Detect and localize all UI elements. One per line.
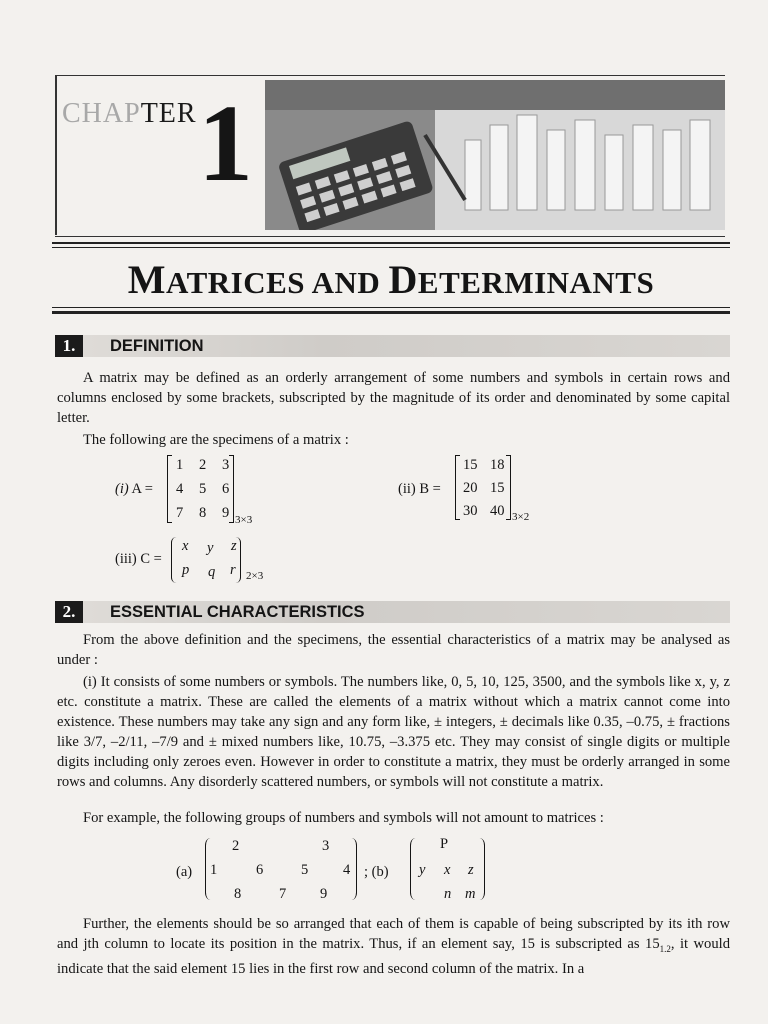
- specimens-intro: The following are the specimens of a matrix :: [83, 432, 349, 448]
- example-a-value: 8: [234, 886, 242, 902]
- matrix-a-cell: 3: [222, 457, 230, 473]
- matrix-c-label: (iii) C =: [115, 551, 162, 567]
- matrix-b-cell: 18: [490, 457, 505, 473]
- example-b-value: n: [444, 886, 452, 902]
- matrix-a-order: 3×3: [235, 514, 253, 526]
- title-rule-top-thin: [52, 247, 730, 248]
- example-b-value: x: [444, 862, 451, 878]
- title-cap-2: D: [388, 257, 418, 302]
- example-separator: ; (b): [364, 864, 389, 880]
- example-b-value: P: [440, 836, 449, 852]
- non-matrix-intro: For example, the following groups of numbers and symbols will not amount to matrices :: [83, 810, 604, 826]
- section-heading-definition: [55, 335, 730, 357]
- definition-paragraph: A matrix may be defined as an orderly arrangement of some numbers and symbols in certain rows and columns enclosed by some brackets, subscripted by the magnitude of its order and denominated by some capital letter.: [57, 370, 730, 426]
- matrix-c-cell: p: [182, 562, 190, 578]
- matrix-b-label: (ii) B =: [398, 481, 441, 497]
- matrix-a-cell: 9: [222, 505, 230, 521]
- chapter-title: [52, 256, 730, 303]
- matrix-c-cell: x: [182, 538, 189, 554]
- characteristics-point-one: (i) It consists of some numbers or symbols. The numbers like, 0, 5, 10, 125, 3500, and the symbols like x, y, z etc. constitute a matrix. These are called the elements of a matrix without which a matrix cannot come into existence. These numbers may take any sign and any form like, ± integers, ± decimals like 0.35, –0.75, ± fractions like 3/7, –2/11, –7/9 and ± mixed numbers like, 10.75, –3.375 etc. They may consist of single digits or multiple digits including only zeroes even. However in order to constitute a matrix, they must be orderly arranged in some rows and columns. Any disorderly scattered numbers, or symbols will not constitute a matrix.: [57, 674, 730, 790]
- matrix-b-cell: 20: [463, 480, 478, 496]
- matrix-a-label: (i) A =: [115, 481, 153, 497]
- example-a-label: (a): [176, 864, 193, 880]
- matrix-b-cell: 15: [463, 457, 478, 473]
- matrix-b-cell: 40: [490, 503, 505, 519]
- matrix-a-cell: 1: [176, 457, 184, 473]
- matrix-b-right-bracket: [506, 455, 511, 520]
- subscript-paragraph: [57, 914, 730, 979]
- example-a-value: 1: [210, 862, 218, 878]
- matrix-a-cell: 8: [199, 505, 207, 521]
- title-rule-bottom: [52, 311, 730, 314]
- chapter-word-light: CHAP: [62, 98, 141, 129]
- section-title: ESSENTIAL CHARACTERISTICS: [110, 603, 365, 621]
- matrix-a-cell: 4: [176, 481, 184, 497]
- section-number: 1.: [55, 335, 83, 357]
- example-a-value: 7: [279, 886, 287, 902]
- matrix-a-cell: 2: [199, 457, 207, 473]
- matrix-a-cell: 5: [199, 481, 207, 497]
- title-rule-top: [52, 242, 730, 244]
- matrix-c-cell: y: [207, 540, 214, 556]
- chapter-word-dark: TER: [140, 98, 197, 129]
- chapter-number: 1: [198, 82, 253, 204]
- chapter-header-box-edge: [55, 75, 57, 235]
- subscript-value: 1.2: [659, 943, 671, 954]
- matrix-b-cell: 15: [490, 480, 505, 496]
- matrix-b-order: 3×2: [512, 511, 530, 523]
- matrix-c-order: 2×3: [246, 570, 264, 582]
- matrix-c-left-paren: [171, 537, 182, 583]
- section-title: DEFINITION: [110, 337, 204, 355]
- matrix-c-cell: z: [231, 538, 237, 554]
- title-rule-bottom-thin: [52, 307, 730, 308]
- matrix-c-cell: q: [208, 564, 216, 580]
- title-cap-1: M: [127, 257, 167, 302]
- example-b-right-paren: [474, 838, 485, 900]
- section-number: 2.: [55, 601, 83, 623]
- matrix-a-cell: 6: [222, 481, 230, 497]
- matrix-b-left-bracket: [455, 455, 460, 520]
- example-a-value: 4: [343, 862, 351, 878]
- example-b-value: m: [465, 886, 476, 902]
- title-small-2: ETERMINANTS: [417, 265, 655, 300]
- chapter-word: [62, 98, 197, 130]
- example-a-value: 2: [232, 838, 240, 854]
- matrix-b-cell: 30: [463, 503, 478, 519]
- example-b-value: y: [419, 862, 426, 878]
- calculator-chart-illustration: [265, 80, 725, 230]
- example-b-value: z: [468, 862, 474, 878]
- section-heading-characteristics: [55, 601, 730, 623]
- subscript-paragraph-text: Further, the elements should be so arranged that each of them is capable of being subscripted by its ith row and jth column to locate its position in the matrix. Thus, if an element say, 15 is subscripted as 15: [57, 916, 730, 952]
- matrix-a-left-bracket: [167, 455, 172, 523]
- matrix-a-right-bracket: [229, 455, 234, 523]
- matrix-c-cell: r: [230, 562, 236, 578]
- title-small-1: ATRICES AND: [166, 265, 389, 300]
- matrix-a-cell: 7: [176, 505, 184, 521]
- subscript-paragraph-end: , it would indicate that the said element 15 lies in the first row and second column of the matrix. In a: [57, 936, 730, 977]
- example-a-value: 6: [256, 862, 264, 878]
- example-a-value: 9: [320, 886, 328, 902]
- example-a-value: 5: [301, 862, 309, 878]
- characteristics-intro: From the above definition and the specimens, the essential characteristics of a matrix may be analysed as under :: [57, 632, 730, 668]
- example-a-value: 3: [322, 838, 330, 854]
